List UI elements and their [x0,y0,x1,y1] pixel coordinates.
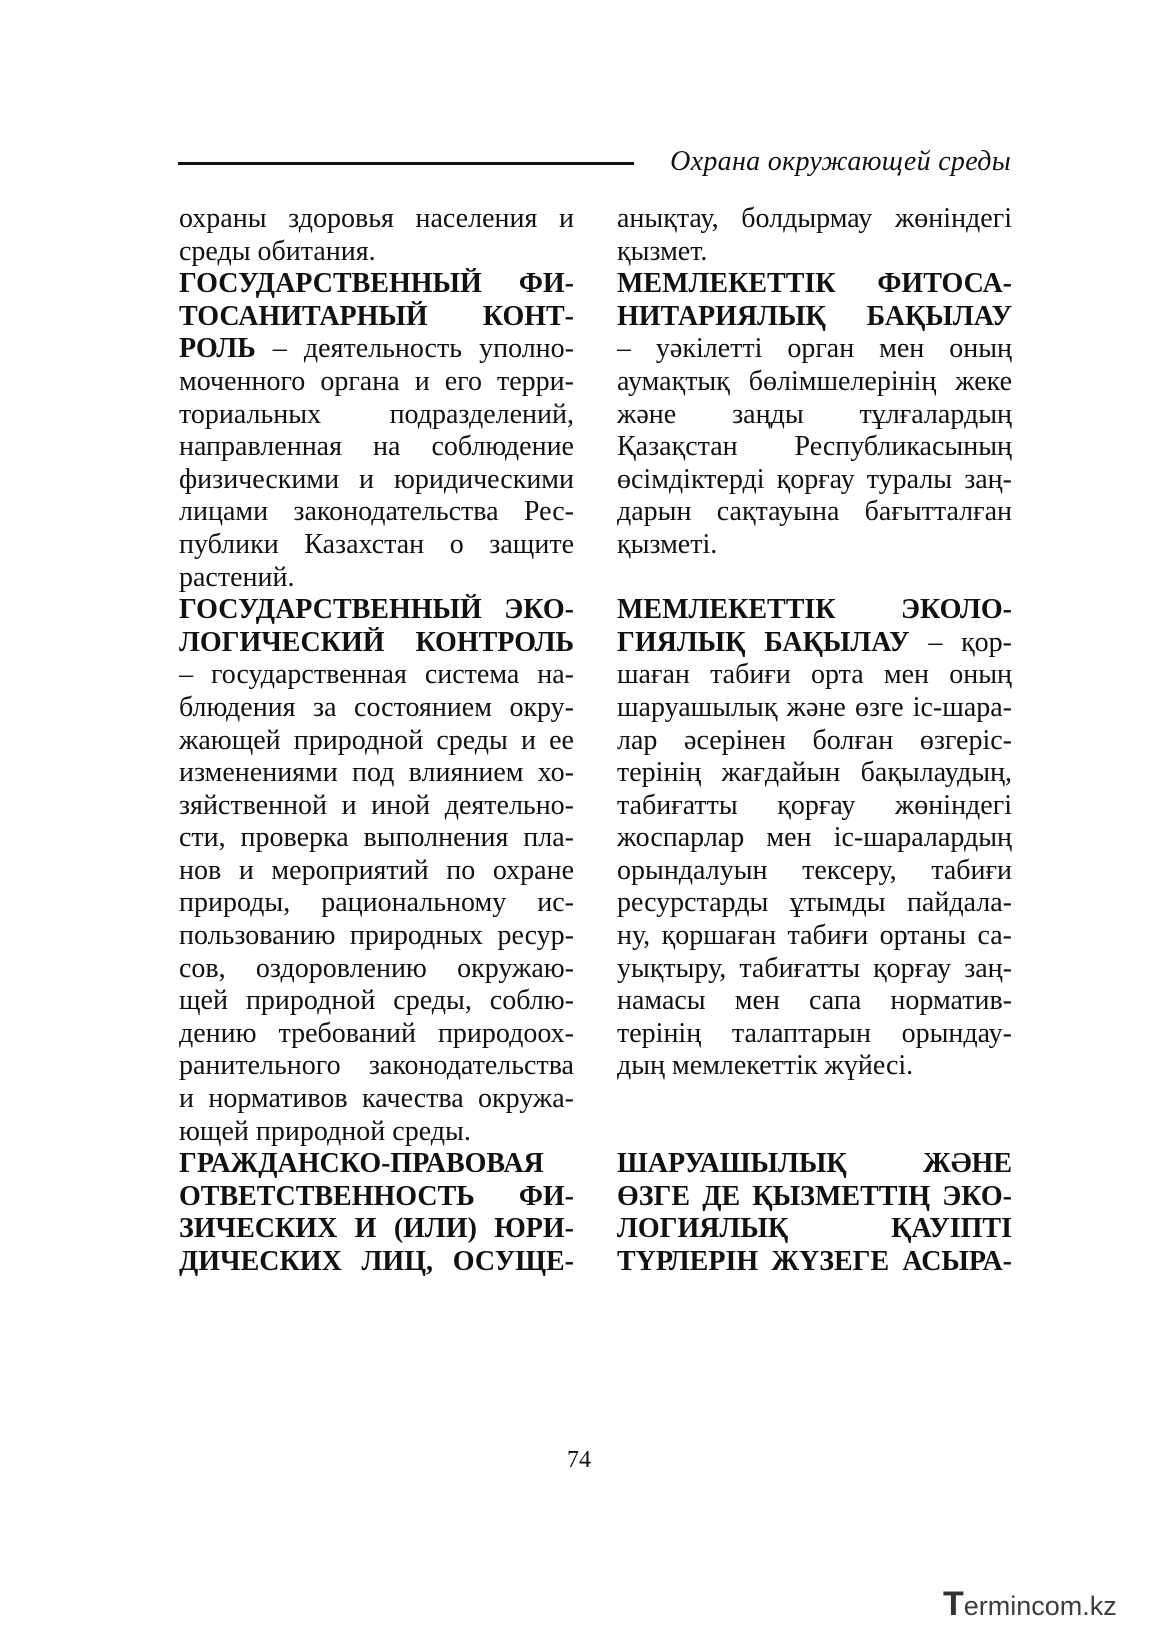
text-line: ющей природной среды. [179,1115,471,1147]
text-line: охраны здоровья населения и [179,203,574,234]
text-line: природы, рациональному ис- [179,887,574,919]
term-heading-line: ЛОГИЧЕСКИЙ КОНТРОЛЬ [179,626,574,658]
term-heading-end: РОЛЬ [179,333,256,365]
text-line: зяйственной и иной деятельно- [179,789,574,821]
text-line: аумақтық бөлімшелерінің жеке [617,365,1012,397]
text-line: и нормативов качества окружа- [179,1083,574,1115]
text-line: нов и мероприятий по охране [179,854,574,886]
text-line: сти, проверка выполнения пла- [179,822,574,854]
text-line: растений. [179,561,295,593]
term-heading-line: НИТАРИЯЛЫҚ БАҚЫЛАУ [617,300,1012,332]
text-line: – государственная система на- [179,659,574,691]
text-line: блюдения за состоянием окру- [179,691,574,723]
text-line: дың мемлекеттік жүйесі. [617,1050,914,1082]
text-line: жающей природной среды и ее [179,724,574,756]
watermark-text: ermincom.kz [963,1591,1117,1621]
text-line: сов, оздоровлению окружаю- [179,952,574,984]
term-heading-line: ТОСАНИТАРНЫЙ КОНТ- [179,300,574,332]
text-line: терінің жағдайын бақылаудың, [617,757,1012,789]
term-heading-line: МЕМЛЕКЕТТІК ЭКОЛО- [617,594,1012,626]
text-line: дарын сақтауына бағытталған [617,496,1012,528]
text-line: орындалуын тексеру, табиғи [617,854,1012,886]
text-line: пользованию природных ресур- [179,920,574,952]
paragraph-gap [617,1083,1012,1116]
header-rule [178,162,634,165]
term-heading-line: ГОСУДАРСТВЕННЫЙ ЭКО- [179,594,574,626]
term-heading-line: ГОСУДАРСТВЕННЫЙ ФИ- [179,268,574,300]
watermark-initial: T [943,1585,964,1623]
right-column [617,203,1012,1279]
text-line: публики Казахстан о защите [179,528,574,560]
term-heading-line: ӨЗГЕ ДЕ ҚЫЗМЕТТІҢ ЭКО- [617,1180,1012,1212]
text-line: ториальных подразделений, [179,398,574,430]
term-heading-line: МЕМЛЕКЕТТІК ФИТОСА- [617,268,1012,300]
text-line: намасы мен сапа норматив- [617,985,1012,1017]
text-line: щей природной среды, соблю- [179,985,574,1017]
text-line: лар әсерінен болған өзгеріс- [617,724,1012,756]
term-definition-line [617,627,1012,660]
text-line: шаруашылық және өзге іс-шара- [617,691,1012,723]
text-line: ранительного законодательства [179,1050,574,1082]
paragraph-gap [617,1116,1012,1149]
text-line: жоспарлар мен іс-шаралардың [617,822,1012,854]
term-heading-line: ТҮРЛЕРІН ЖҮЗЕГЕ АСЫРА- [617,1246,1012,1277]
page-number: 74 [567,1447,591,1473]
text-line: табиғатты қорғау жөніндегі [617,789,1012,821]
text-line: қызмет. [617,235,708,267]
text-line: – уәкілетті орган мен оның [617,333,1012,365]
text-line: изменениями под влиянием хо- [179,757,574,789]
text-line: физическими и юридическими [179,463,574,495]
text-line: ну, қоршаған табиғи ортаны са- [617,920,1012,952]
text-line: дению требований природоох- [179,1017,574,1049]
text-line: қызметі. [617,528,718,560]
text-line: өсімдіктерді қорғау туралы заң- [617,463,1012,495]
text-line: Қазақстан Республикасының [617,431,1012,463]
definition-start: – деятельность уполно- [255,333,574,365]
text-line: уықтыру, табиғатты қорғау заң- [617,952,1012,984]
term-heading-line: ОТВЕТСТВЕННОСТЬ ФИ- [179,1180,574,1212]
term-heading-end: ГИЯЛЫҚ БАҚЫЛАУ [617,626,910,658]
text-line: направленная на соблюдение [179,431,574,463]
running-head: Охрана окружающей среды [670,146,1011,177]
text-line: лицами законодательства Рес- [179,496,574,528]
text-line: среды обитания. [179,235,376,267]
left-column [179,203,574,1279]
definition-start: – қор- [909,626,1012,658]
text-line: ресурстарды ұтымды пайдала- [617,887,1012,919]
text-line: және заңды тұлғалардың [617,398,1012,430]
watermark-logo [943,1585,1117,1624]
text-line: шаған табиғи орта мен оның [617,659,1012,691]
term-definition-line [179,333,574,366]
term-heading-line: ГРАЖДАНСКО-ПРАВОВАЯ [179,1148,544,1180]
term-heading-line: ЗИЧЕСКИХ И (ИЛИ) ЮРИ- [179,1213,574,1245]
text-line: анықтау, болдырмау жөніндегі [617,203,1012,234]
term-heading-line: ЛОГИЯЛЫҚ ҚАУІПТІ [617,1213,1012,1245]
term-heading-line: ДИЧЕСКИХ ЛИЦ, ОСУЩЕ- [179,1246,574,1277]
text-line: моченного органа и его терри- [179,365,574,397]
term-heading-line: ШАРУАШЫЛЫҚ ЖӘНЕ [617,1148,1012,1180]
text-line: терінің талаптарын орындау- [617,1017,1012,1049]
paragraph-gap [617,562,1012,595]
